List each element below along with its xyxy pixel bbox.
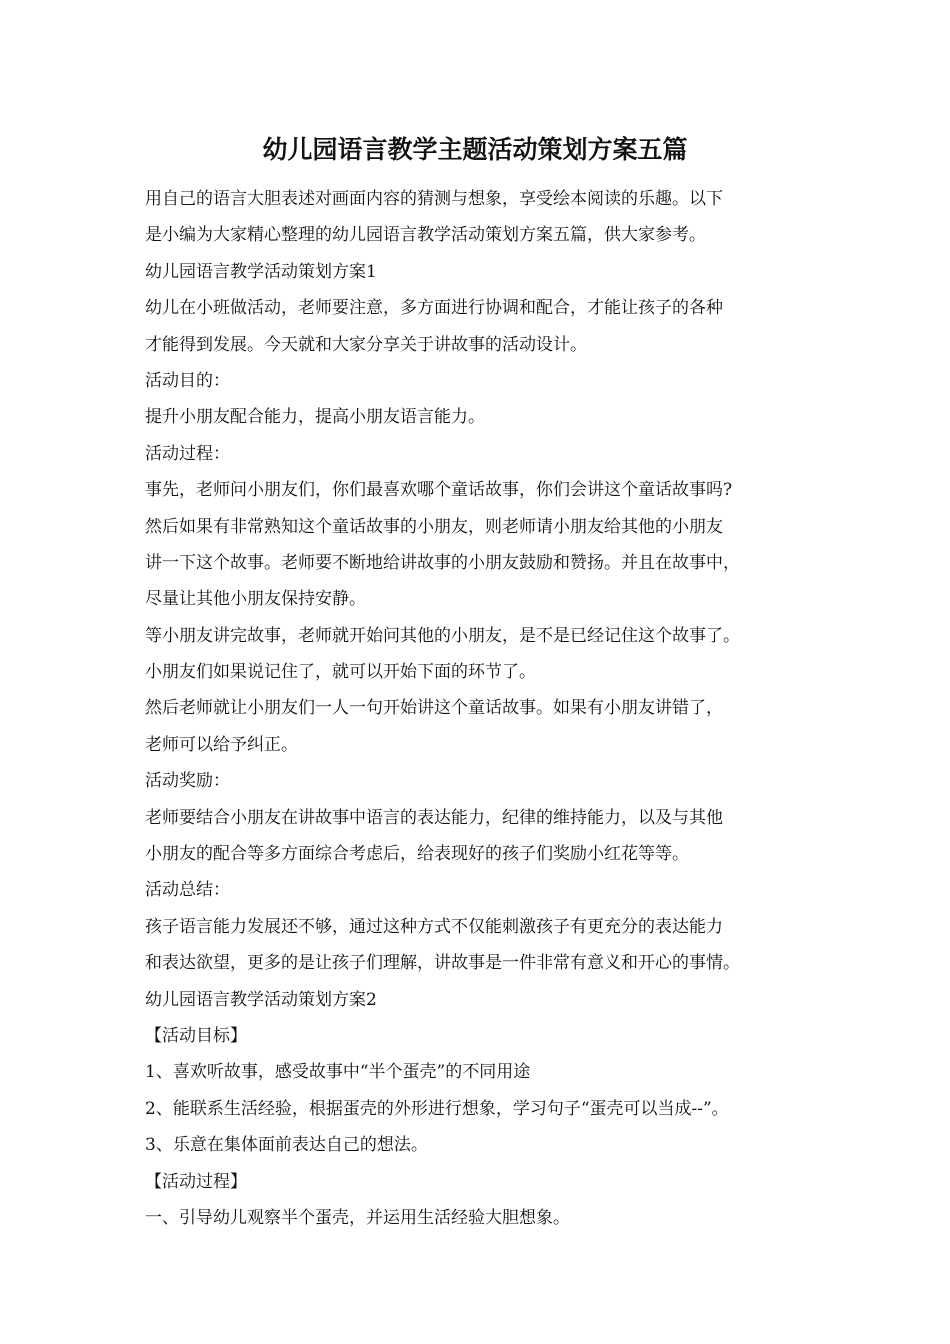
paragraph-line: 活动总结： — [145, 880, 230, 901]
paragraph-line: 活动过程： — [145, 443, 230, 464]
paragraph-line: 一、引导幼儿观察半个蛋壳，并运用生活经验大胆想象。 — [145, 1207, 570, 1228]
paragraph-line: 是小编为大家精心整理的幼儿园语言教学活动策划方案五篇，供大家参考。 — [145, 225, 706, 246]
paragraph-line: 提升小朋友配合能力，提高小朋友语言能力。 — [145, 407, 485, 428]
paragraph-line: 讲一下这个故事。老师要不断地给讲故事的小朋友鼓励和赞扬。并且在故事中， — [145, 552, 740, 573]
paragraph-line: 老师要结合小朋友在讲故事中语言的表达能力，纪律的维持能力，以及与其他 — [145, 807, 723, 828]
paragraph-line: 小朋友的配合等多方面综合考虑后，给表现好的孩子们奖励小红花等等。 — [145, 844, 689, 865]
paragraph-line: 尽量让其他小朋友保持安静。 — [145, 589, 366, 610]
paragraph-line: 活动奖励： — [145, 771, 230, 792]
paragraph-line: 和表达欲望，更多的是让孩子们理解，讲故事是一件非常有意义和开心的事情。 — [145, 953, 740, 974]
paragraph-line: 然后老师就让小朋友们一人一句开始讲这个童话故事。如果有小朋友讲错了， — [145, 698, 723, 719]
paragraph-line: 孩子语言能力发展还不够，通过这种方式不仅能刺激孩子有更充分的表达能力 — [145, 916, 723, 937]
paragraph-line: 2、能联系生活经验，根据蛋壳的外形进行想象，学习句子“蛋壳可以当成--”。 — [145, 1098, 729, 1119]
paragraph-line: 然后如果有非常熟知这个童话故事的小朋友，则老师请小朋友给其他的小朋友 — [145, 516, 723, 537]
paragraph-line: 1、喜欢听故事，感受故事中“半个蛋壳”的不同用途 — [145, 1062, 531, 1083]
document-body — [145, 181, 825, 1236]
paragraph-line: 才能得到发展。今天就和大家分享关于讲故事的活动设计。 — [145, 334, 587, 355]
document-title: 幼儿园语言教学主题活动策划方案五篇 — [262, 135, 688, 164]
paragraph-line: 活动目的： — [145, 370, 230, 391]
paragraph-line: 【活动过程】 — [145, 1171, 247, 1192]
paragraph-line: 3、乐意在集体面前表达自己的想法。 — [145, 1135, 428, 1156]
paragraph-line: 小朋友们如果说记住了，就可以开始下面的环节了。 — [145, 662, 536, 683]
paragraph-line: 幼儿在小班做活动，老师要注意，多方面进行协调和配合，才能让孩子的各种 — [145, 298, 723, 319]
paragraph-line: 幼儿园语言教学活动策划方案2 — [145, 989, 377, 1010]
paragraph-line: 等小朋友讲完故事，老师就开始问其他的小朋友，是不是已经记住这个故事了。 — [145, 625, 740, 646]
paragraph-line: 事先，老师问小朋友们，你们最喜欢哪个童话故事，你们会讲这个童话故事吗? — [145, 480, 733, 501]
paragraph-line: 老师可以给予纠正。 — [145, 734, 298, 755]
paragraph-line: 【活动目标】 — [145, 1025, 247, 1046]
paragraph-line: 幼儿园语言教学活动策划方案1 — [145, 261, 377, 282]
paragraph-line: 用自己的语言大胆表述对画面内容的猜测与想象，享受绘本阅读的乐趣。以下 — [145, 189, 723, 209]
